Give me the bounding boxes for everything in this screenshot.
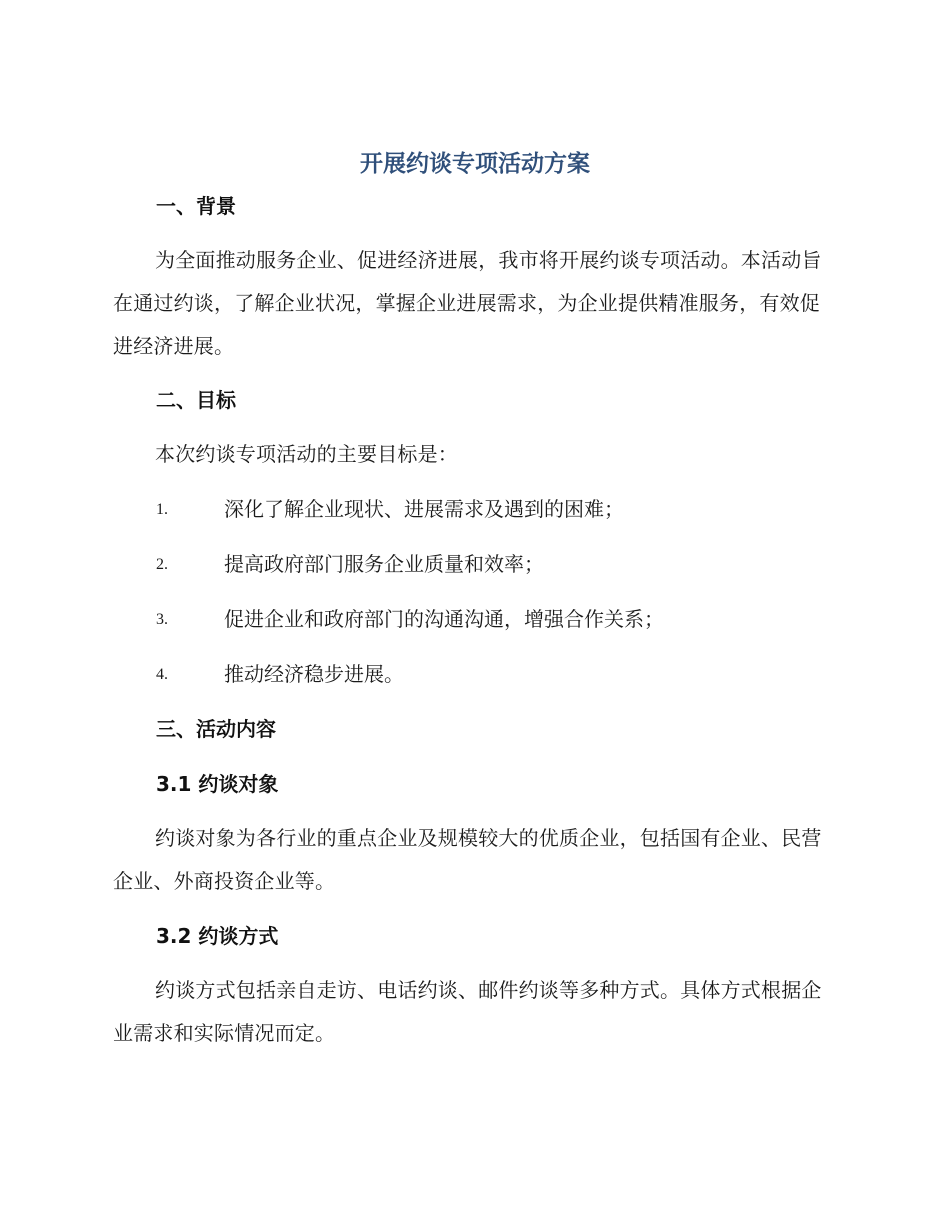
subsection-heading-targets: 3.1 约谈对象 — [156, 772, 279, 796]
section-heading-goals: 二、目标 — [156, 388, 236, 412]
list-item-text: 推动经济稳步进展。 — [224, 662, 404, 686]
list-item-number: 4. — [156, 666, 168, 683]
targets-paragraph: 约谈对象为各行业的重点企业及规模较大的优质企业，包括国有企业、民营企业、外商投资企业等。 — [113, 826, 822, 893]
list-item-number: 2. — [156, 556, 168, 573]
list-item-number: 3. — [156, 611, 168, 628]
section-heading-content: 三、活动内容 — [156, 717, 276, 741]
methods-paragraph: 约谈方式包括亲自走访、电话约谈、邮件约谈等多种方式。具体方式根据企业需求和实际情况而定。 — [113, 978, 822, 1045]
list-item-text: 深化了解企业现状、进展需求及遇到的困难； — [224, 497, 624, 521]
subsection-heading-methods: 3.2 约谈方式 — [156, 924, 279, 948]
list-item-number: 1. — [156, 501, 168, 518]
background-paragraph: 为全面推动服务企业、促进经济进展，我市将开展约谈专项活动。本活动旨在通过约谈，了解企业状况，掌握企业进展需求，为企业提供精准服务，有效促进经济进展。 — [113, 248, 822, 358]
list-item-text: 提高政府部门服务企业质量和效率； — [224, 552, 544, 576]
goals-intro: 本次约谈专项活动的主要目标是： — [155, 442, 458, 466]
document-title: 开展约谈专项活动方案 — [360, 151, 590, 177]
section-heading-background: 一、背景 — [156, 194, 236, 218]
list-item-text: 促进企业和政府部门的沟通沟通，增强合作关系； — [224, 607, 664, 631]
